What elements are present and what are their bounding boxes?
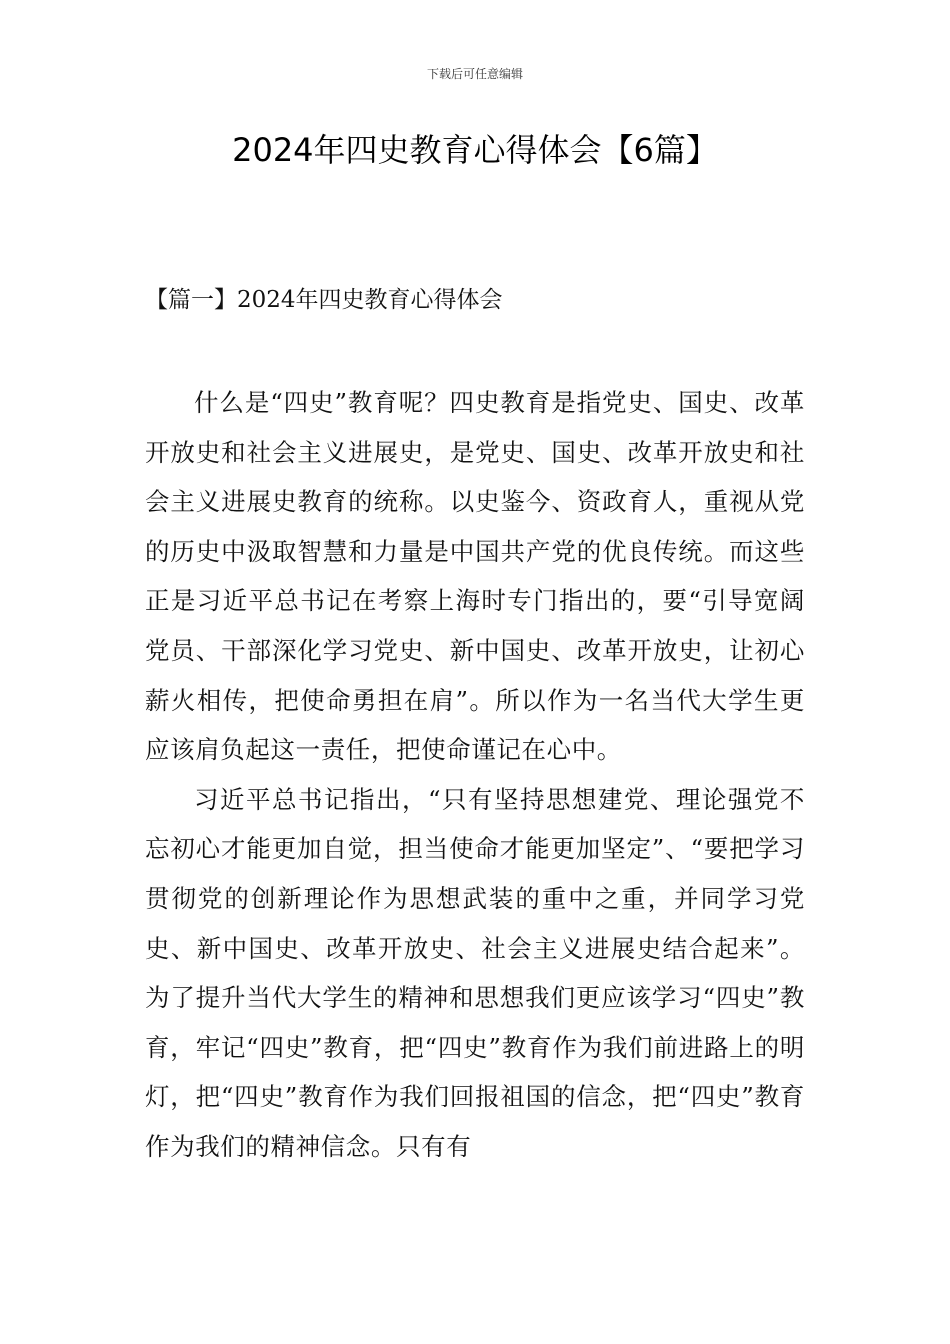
paragraph-1: 什么是“四史”教育呢？四史教育是指党史、国史、改革开放史和社会主义进展史，是党史、国史、改革开放史和社会主义进展史教育的统称。以史鉴今、资政育人，重视从党的历史中汲取智慧和力量是中国共产党的优良传统。而这些正是习近平总书记在考察上海时专门指出的，要“引导宽阔党员、干部深化学习党史、新中国史、改革开放史，让初心薪火相传，把使命勇担在肩”。所以作为一名当代大学生更应该肩负起这一责任，把使命谨记在心中。 xyxy=(145,388,805,765)
document-title: 2024年四史教育心得体会【6篇】 xyxy=(232,131,718,169)
header-note: 下载后可任意编辑 xyxy=(426,67,523,81)
body-text xyxy=(145,378,805,1172)
paragraph-2: 习近平总书记指出，“只有坚持思想建党、理论强党不忘初心才能更加自觉，担当使命才能更加坚定”、“要把学习贯彻党的创新理论作为思想武装的重中之重，并同学习党史、新中国史、改革开放史、社会主义进展史结合起来”。为了提升当代大学生的精神和思想我们更应该学习“四史”教育，牢记“四史”教育，把“四史”教育作为我们前进路上的明灯，把“四史”教育作为我们回报祖国的信念，把“四史”教育作为我们的精神信念。只有有 xyxy=(145,784,805,1161)
section-heading: 【篇一】2024年四史教育心得体会 xyxy=(145,287,503,313)
